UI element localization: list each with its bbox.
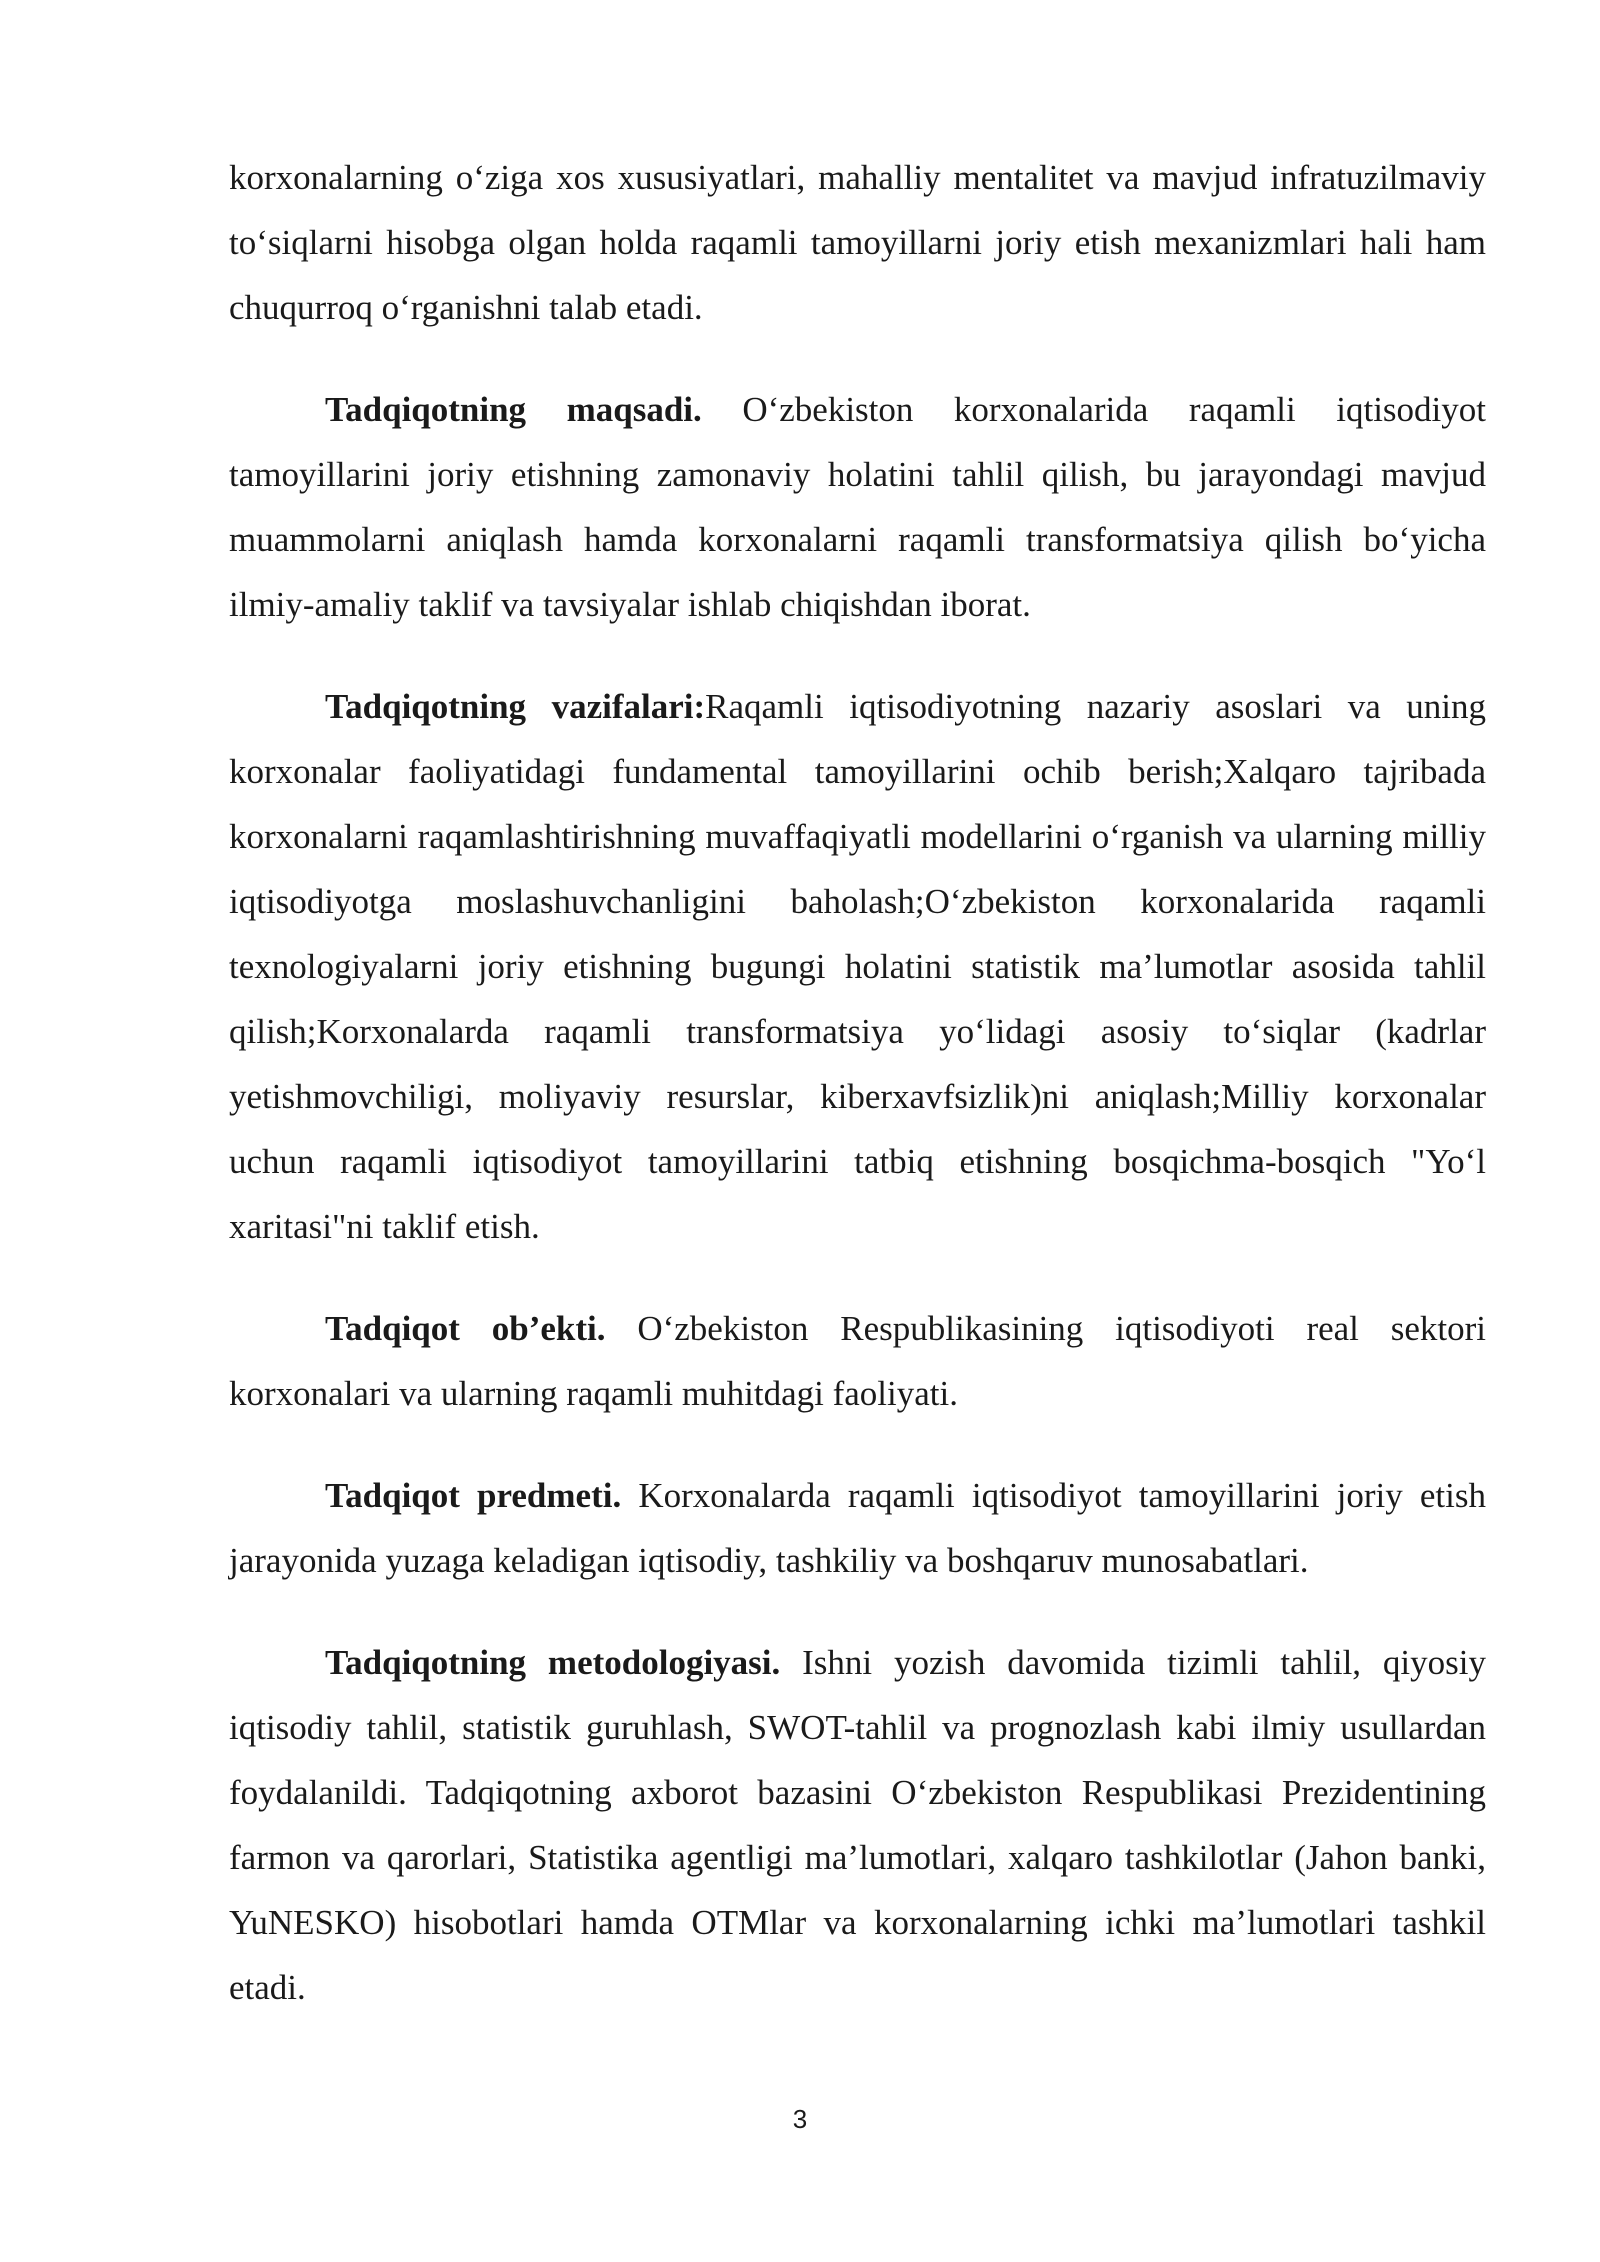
section-body-object: O‘zbekiston Respublikasining iqtisodiyoti real sektori korxonalari va ularning raqamli muhitdagi faoliyati. <box>229 1309 1486 1413</box>
section-heading-methodology: Tadqiqotning metodologiyasi. <box>325 1643 781 1682</box>
section-body-methodology: Ishni yozish davomida tizimli tahlil, qiyosiy iqtisodiy tahlil, statistik guruhlash, SWOT-tahlil va prognozlash kabi ilmiy usullardan foydalanildi. Tadqiqotning axborot bazasini O‘zbekiston Respublikasi Prezidentining farmon va qarorlari, Statistika agentligi ma’lumotlari, xalqaro tashkilotlar (Jahon banki, YuNESKO) hisobotlari hamda OTMlar va korxonalarning ichki ma’lumotlari tashkil etadi. <box>229 1643 1486 2007</box>
section-object <box>229 1296 1486 1426</box>
section-heading-tasks: Tadqiqotning vazifalari: <box>325 687 706 726</box>
section-tasks <box>229 674 1486 1259</box>
intro-paragraph: korxonalarning o‘ziga xos xususiyatlari, mahalliy mentalitet va mavjud infratuzilmaviy to‘siqlarni hisobga olgan holda raqamli tamoyillarni joriy etish mexanizmlari hali ham chuqurroq o‘rganishni talab etadi. <box>229 158 1486 327</box>
section-heading-purpose: Tadqiqotning maqsadi. <box>325 390 702 429</box>
section-body-purpose: O‘zbekiston korxonalarida raqamli iqtisodiyot tamoyillarini joriy etishning zamonaviy holatini tahlil qilish, bu jarayondagi mavjud muammolarni aniqlash hamda korxonalarni raqamli transformatsiya qilish bo‘yicha ilmiy-amaliy taklif va tavsiyalar ishlab chiqishdan iborat. <box>229 390 1486 624</box>
section-subject <box>229 1463 1486 1593</box>
section-body-tasks: Raqamli iqtisodiyotning nazariy asoslari va uning korxonalar faoliyatidagi fundamental tamoyillarini ochib berish;Xalqaro tajribada korxonalarni raqamlashtirishning muvaffaqiyatli modellarini o‘rganish va ularning milliy iqtisodiyotga moslashuvchanligini baholash;O‘zbekiston korxonalarida raqamli texnologiyalarni joriy etishning bugungi holatini statistik ma’lumotlar asosida tahlil qilish;Korxonalarda raqamli transformatsiya yo‘lidagi asosiy to‘siqlar (kadrlar yetishmovchiligi, moliyaviy resurslar, kiberxavfsizlik)ni aniqlash;Milliy korxonalar uchun raqamli iqtisodiyot tamoyillarini tatbiq etishning bosqichma-bosqich "Yo‘l xaritasi"ni taklif etish. <box>229 687 1486 1246</box>
page-number: 3 <box>792 2104 808 2134</box>
section-body-subject: Korxonalarda raqamli iqtisodiyot tamoyillarini joriy etish jarayonida yuzaga keladigan iqtisodiy, tashkiliy va boshqaruv munosabatlari. <box>229 1476 1486 1580</box>
section-purpose <box>229 377 1486 637</box>
document-body <box>229 145 1486 2020</box>
section-heading-subject: Tadqiqot predmeti. <box>325 1476 622 1515</box>
section-methodology <box>229 1630 1486 2020</box>
section-heading-object: Tadqiqot ob’ekti. <box>325 1309 606 1348</box>
